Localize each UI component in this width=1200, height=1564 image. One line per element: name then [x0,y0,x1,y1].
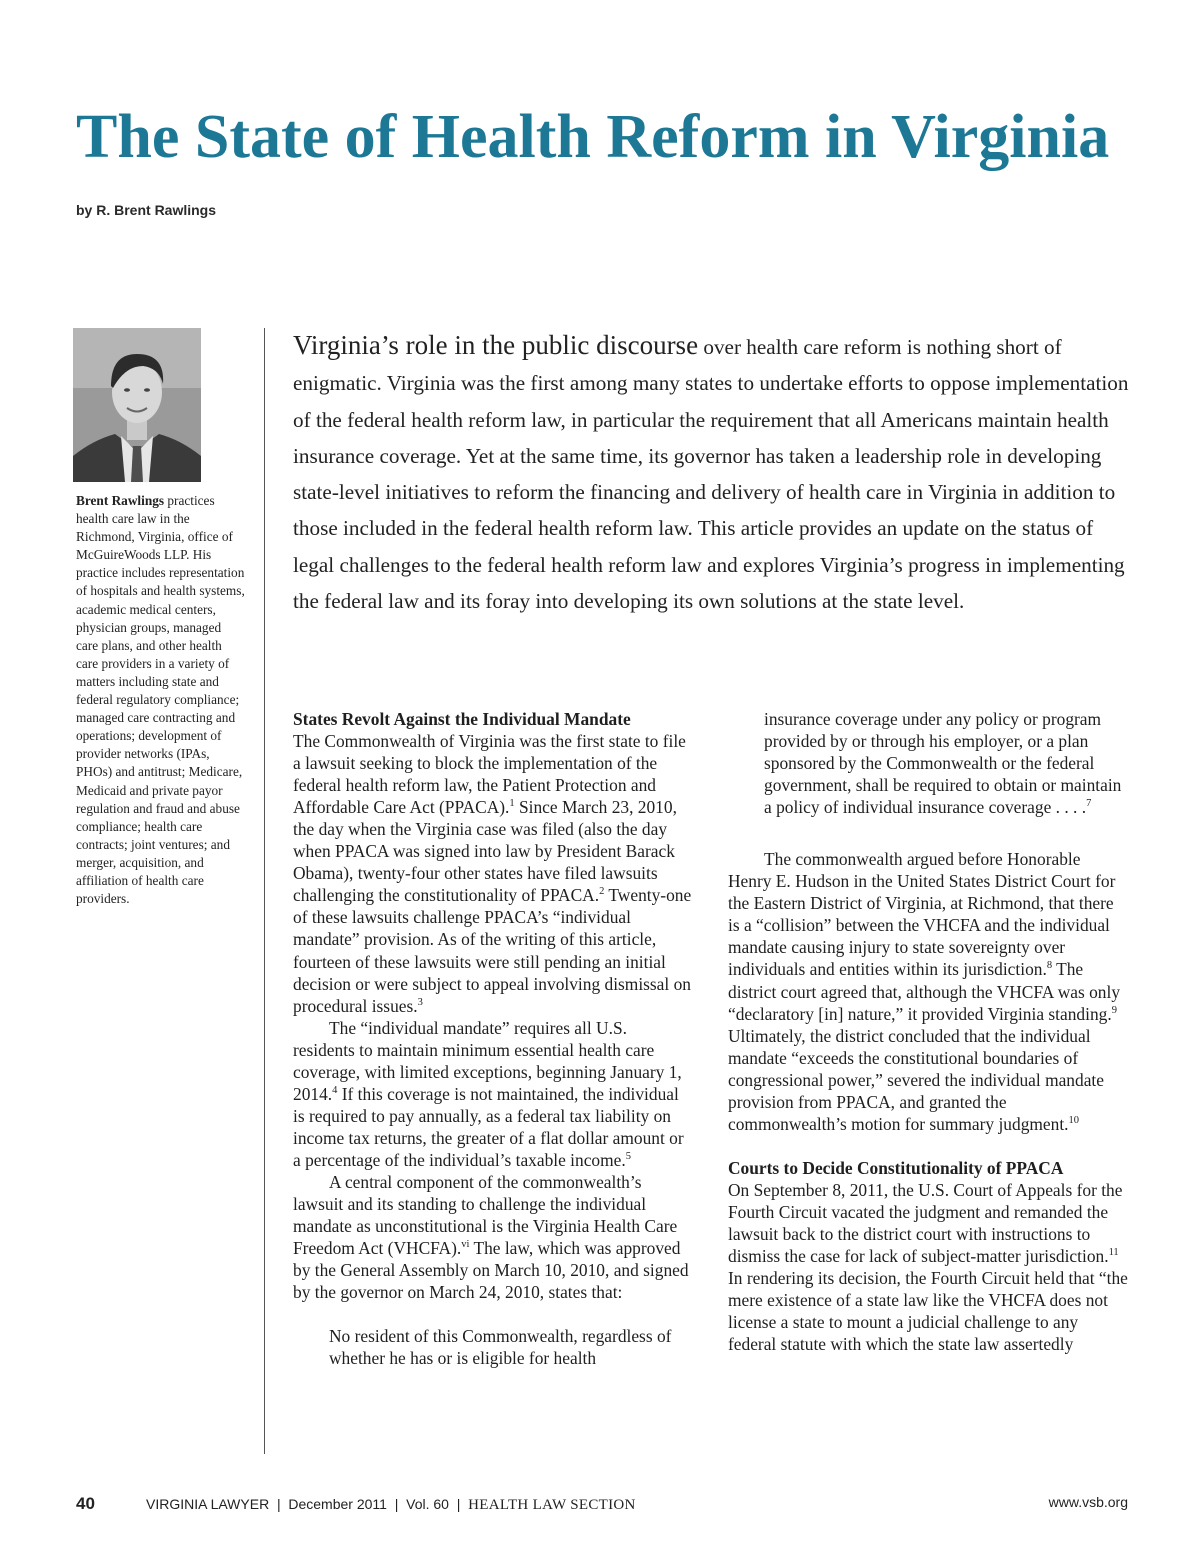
text-run: If this coverage is not maintained, the individual is required to pay annually, as a federal tax liability on income tax returns, the greater of a flat dollar amount or a percentage of the individual’s taxable income. [293,1083,684,1170]
author-bio [76,492,246,908]
footnote-ref: 9 [1111,1004,1117,1016]
byline: by R. Brent Rawlings [76,202,217,218]
text-run: A central component of the commonwealth’s lawsuit and its standing to challenge the individual mandate as unconstitutional is the Virginia Health Care Freedom Act (VHCFA). [293,1171,678,1259]
footnote-ref: 8 [1046,960,1053,972]
text-run: The district court agreed that, although the VHCFA was only “declaratory [in] nature,” it provided Virginia standing. [728,959,1121,1024]
intro-paragraph [293,327,1133,619]
block-quote-continued [728,708,1128,818]
section-heading-courts: Courts to Decide Constitutionality of PPACA [728,1157,1064,1178]
text-run: The commonwealth argued before Honorable Henry E. Hudson in the United States District Court for the Eastern District of Virginia, at Richmond, that there is a “collision” between the VHCFA and the individual mandate causing injury to state sovereignty over individuals and entities within its jurisdiction. [728,849,1116,980]
text-run: On September 8, 2011, the U.S. Court of Appeals for the Fourth Circuit vacated the judgment and remanded the lawsuit back to the district court with instructions to dismiss the case for lack of subject-matter jurisdiction. [728,1179,1123,1267]
text-run: The “individual mandate” requires all U.S. residents to maintain minimum essential health care coverage, with limited exceptions, beginning January 1, 2014. [293,1017,682,1104]
footnote-ref: 1 [509,798,515,810]
paragraph [293,1017,693,1171]
footnote-ref: 5 [625,1151,631,1163]
website-link[interactable]: www.vsb.org [1048,1494,1128,1510]
footnote-ref: 3 [417,996,423,1008]
paragraph [293,730,693,1017]
author-photo [73,328,201,482]
intro-text: over health care reform is nothing short of enigmatic. Virginia was the first among many states to undertake efforts to oppose implementation of the federal health reform law, in particular the requirement that all Americans maintain health insurance coverage. Yet at the same time, its governor has taken a leadership role in developing state-level initiatives to reform the financing and delivery of health care in Virginia in addition to those included in the federal health reform law. This article provides an update on the status of legal challenges to the federal health reform law and explores Virginia’s progress in implementing the federal law and its foray into developing its own solutions at the state level. [293,335,1129,614]
text-run: insurance coverage under any policy or program provided by or through his employer, or a plan sponsored by the Commonwealth or the federal government, shall be required to obtain or maintain a policy of individual insurance coverage . . . . [764,709,1122,818]
footnote-ref: 10 [1068,1115,1080,1126]
section-name: HEALTH LAW SECTION [468,1497,636,1513]
column-divider [264,328,265,1454]
paragraph [293,1171,693,1303]
footnote-ref: 4 [332,1085,338,1096]
text-run: The Commonwealth of Virginia was the first state to file a lawsuit seeking to block the implementation of the federal health reform law, the Patient Protection and Affordable Care Act (PPACA). [293,731,686,818]
text-run: Twenty-one of these lawsuits challenge PPACA’s “individual mandate” provision. As of the writing of this article, fourteen of these lawsuits were still pending an initial decision or were subject to appeal involving dismissal on procedural issues. [293,885,692,1016]
footnote-ref: vi [461,1239,470,1251]
section-heading-states-revolt: States Revolt Against the Individual Mandate [293,709,631,729]
left-column [293,708,693,1369]
author-name: Brent Rawlings [76,493,165,508]
intro-lead: Virginia’s role in the public discourse [293,330,699,360]
author-bio-text: practices health care law in the Richmond, Virginia, office of McGuireWoods LLP. His practice includes representation of hospitals and health systems, academic medical centers, physician groups, managed care plans, and other health care providers in a variety of matters including state and federal regulatory compliance; managed care contracting and operations; development of provider networks (IPAs, PHOs) and antitrust; Medicare, Medicaid and private payor regulation and fraud and abuse compliance; health care contracts; joint ventures; and merger, acquisition, and affiliation of health care providers. [76,493,245,907]
article-title: The State of Health Reform in Virginia [76,103,1110,171]
text-run: Since March 23, 2010, the day when the Virginia case was filed (also the day when PPACA was signed into law by President Barack Obama), twenty-four other states have filed lawsuits challenging the constitutionality of PPACA. [293,797,677,906]
page-footer [76,1494,1128,1524]
paragraph [728,848,1128,1135]
footnote-ref: 7 [1086,798,1092,810]
page-number: 40 [76,1494,95,1513]
publication-name: VIRGINIA LAWYER | December 2011 | Vol. 60 | [146,1496,469,1512]
text-run: In rendering its decision, the Fourth Circuit held that “the mere existence of a state law like the VHCFA does not license a state to mount a judicial challenge to any federal statute with which the state law assertedly [728,1268,1128,1355]
text-run: Ultimately, the district concluded that the individual mandate “exceeds the constitutional boundaries of congressional power,” severed the individual mandate provision from PPACA, and granted the commonwealth’s motion for summary judgment. [728,1025,1104,1134]
publication-info [146,1496,636,1514]
right-column [728,708,1128,1355]
author-portrait-image [73,328,201,482]
block-quote: No resident of this Commonwealth, regardless of whether he has or is eligible for health [329,1326,672,1369]
footnote-ref: 11 [1108,1247,1119,1259]
text-run: The law, which was approved by the General Assembly on March 10, 2010, and signed by the governor on March 24, 2010, states that: [293,1238,689,1303]
footnote-ref: 2 [599,886,605,898]
paragraph [728,1179,1128,1355]
